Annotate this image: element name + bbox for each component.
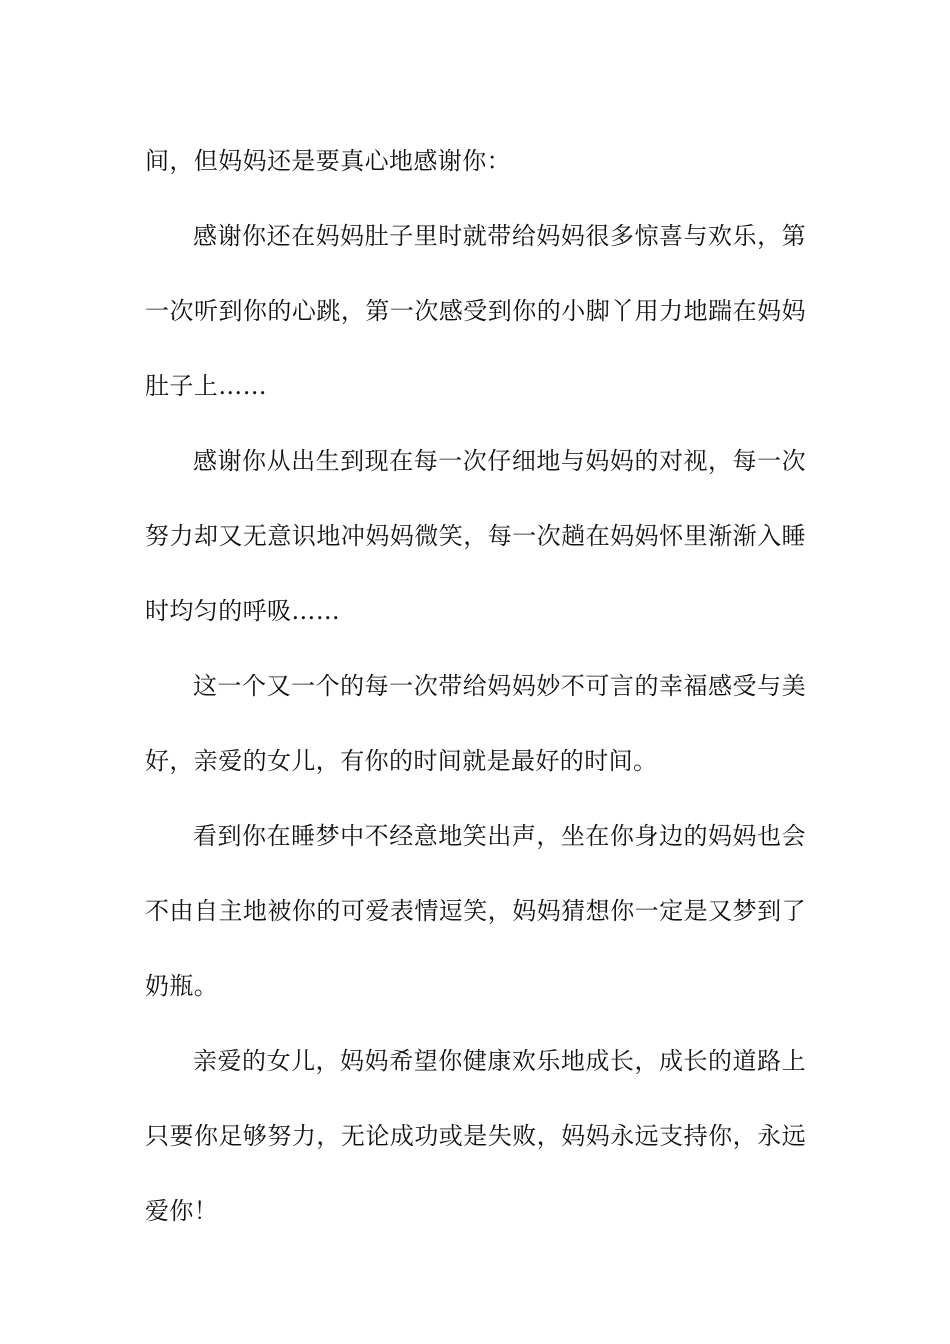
paragraph-continuation: 间，但妈妈还是要真心地感谢你：	[145, 147, 511, 175]
paragraph-happiness: 这一个又一个的每一次带给妈妈妙不可言的幸福感受与美好，亲爱的女儿，有你的时间就是最好的时间。	[145, 672, 806, 775]
paragraph-dream-smile: 看到你在睡梦中不经意地笑出声，坐在你身边的妈妈也会不由自主地被你的可爱表情逗笑，妈妈猜想你一定是又梦到了奶瓶。	[145, 822, 806, 1000]
paragraph-wishes: 亲爱的女儿，妈妈希望你健康欢乐地成长，成长的道路上只要你足够努力，无论成功或是失败，妈妈永远支持你，永远爱你！	[145, 1047, 806, 1225]
paragraph-thanks-pregnancy: 感谢你还在妈妈肚子里时就带给妈妈很多惊喜与欢乐，第一次听到你的心跳，第一次感受到你的小脚丫用力地踹在妈妈肚子上……	[145, 222, 806, 400]
body-text	[145, 124, 806, 1249]
paragraph-thanks-since-birth: 感谢你从出生到现在每一次仔细地与妈妈的对视，每一次努力却又无意识地冲妈妈微笑，每一次趟在妈妈怀里渐渐入睡时均匀的呼吸……	[145, 447, 806, 625]
